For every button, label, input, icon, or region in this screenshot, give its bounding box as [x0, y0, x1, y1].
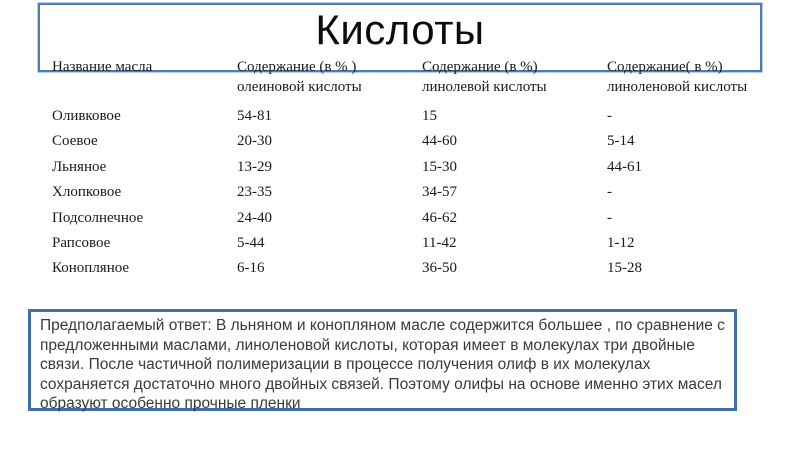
cell-linolenic: 44-61 [607, 158, 642, 175]
cell-oleic: 24-40 [237, 209, 272, 226]
cell-linoleic: 15-30 [422, 158, 457, 175]
header-cell-oleic [237, 57, 422, 97]
cell-linolenic: - [607, 209, 612, 226]
table-header-row [52, 57, 792, 97]
header-line: линолевой кислоты [422, 79, 547, 95]
cell-oleic: 6-16 [237, 260, 265, 277]
cell-oleic: 13-29 [237, 158, 272, 175]
cell-linoleic: 44-60 [422, 133, 457, 150]
header-line: Содержание (в %) [422, 59, 538, 75]
cell-oil-name: Подсолнечное [52, 209, 144, 226]
answer-text: Предполагаемый ответ: В льняном и конопляном масле содержится большее , по сравнение с предложенными маслами, линоленовой кислоты, которая имеет в молекулах три двойные связи. После частичной полимеризации в процессе получения олиф в их молекулах сохраняется достаточно много двойных связей. Поэтому олифы на основе именно этих масел образуют особенно прочные пленки [40, 317, 725, 412]
table-body [52, 108, 792, 286]
header-cell-oil-name [52, 57, 237, 97]
header-line: линоленовой кислоты [607, 79, 748, 95]
cell-oleic: 54-81 [237, 108, 272, 124]
cell-linolenic: 15-28 [607, 260, 642, 277]
slide-title: Кислоты [315, 6, 485, 53]
cell-oleic: 5-44 [237, 234, 265, 251]
cell-linoleic: 34-57 [422, 184, 457, 201]
cell-oil-name: Хлопковое [52, 184, 122, 201]
header-line: олеиновой кислоты [237, 79, 362, 95]
cell-linolenic: 5-14 [607, 133, 635, 150]
header-line: Содержание( в %) [607, 59, 723, 75]
cell-linoleic: 15 [422, 108, 437, 124]
header-line: Название масла [52, 59, 153, 75]
cell-linolenic: 1-12 [607, 234, 635, 251]
header-line: Содержание (в % ) [237, 59, 357, 75]
answer-box [28, 309, 737, 411]
cell-linoleic: 11-42 [422, 234, 457, 251]
cell-linolenic: - [607, 184, 612, 201]
cell-linoleic: 36-50 [422, 260, 457, 277]
cell-oil-name: Конопляное [52, 260, 130, 277]
header-cell-linoleic [422, 57, 607, 97]
cell-oil-name: Рапсовое [52, 234, 111, 251]
cell-oil-name: Соевое [52, 133, 98, 150]
cell-oleic: 23-35 [237, 184, 272, 201]
cell-linoleic: 46-62 [422, 209, 457, 226]
header-cell-linolenic [607, 57, 792, 97]
cell-oil-name: Оливковое [52, 108, 121, 124]
cell-linolenic: - [607, 108, 612, 124]
cell-oleic: 20-30 [237, 133, 272, 150]
cell-oil-name: Льняное [52, 158, 107, 175]
